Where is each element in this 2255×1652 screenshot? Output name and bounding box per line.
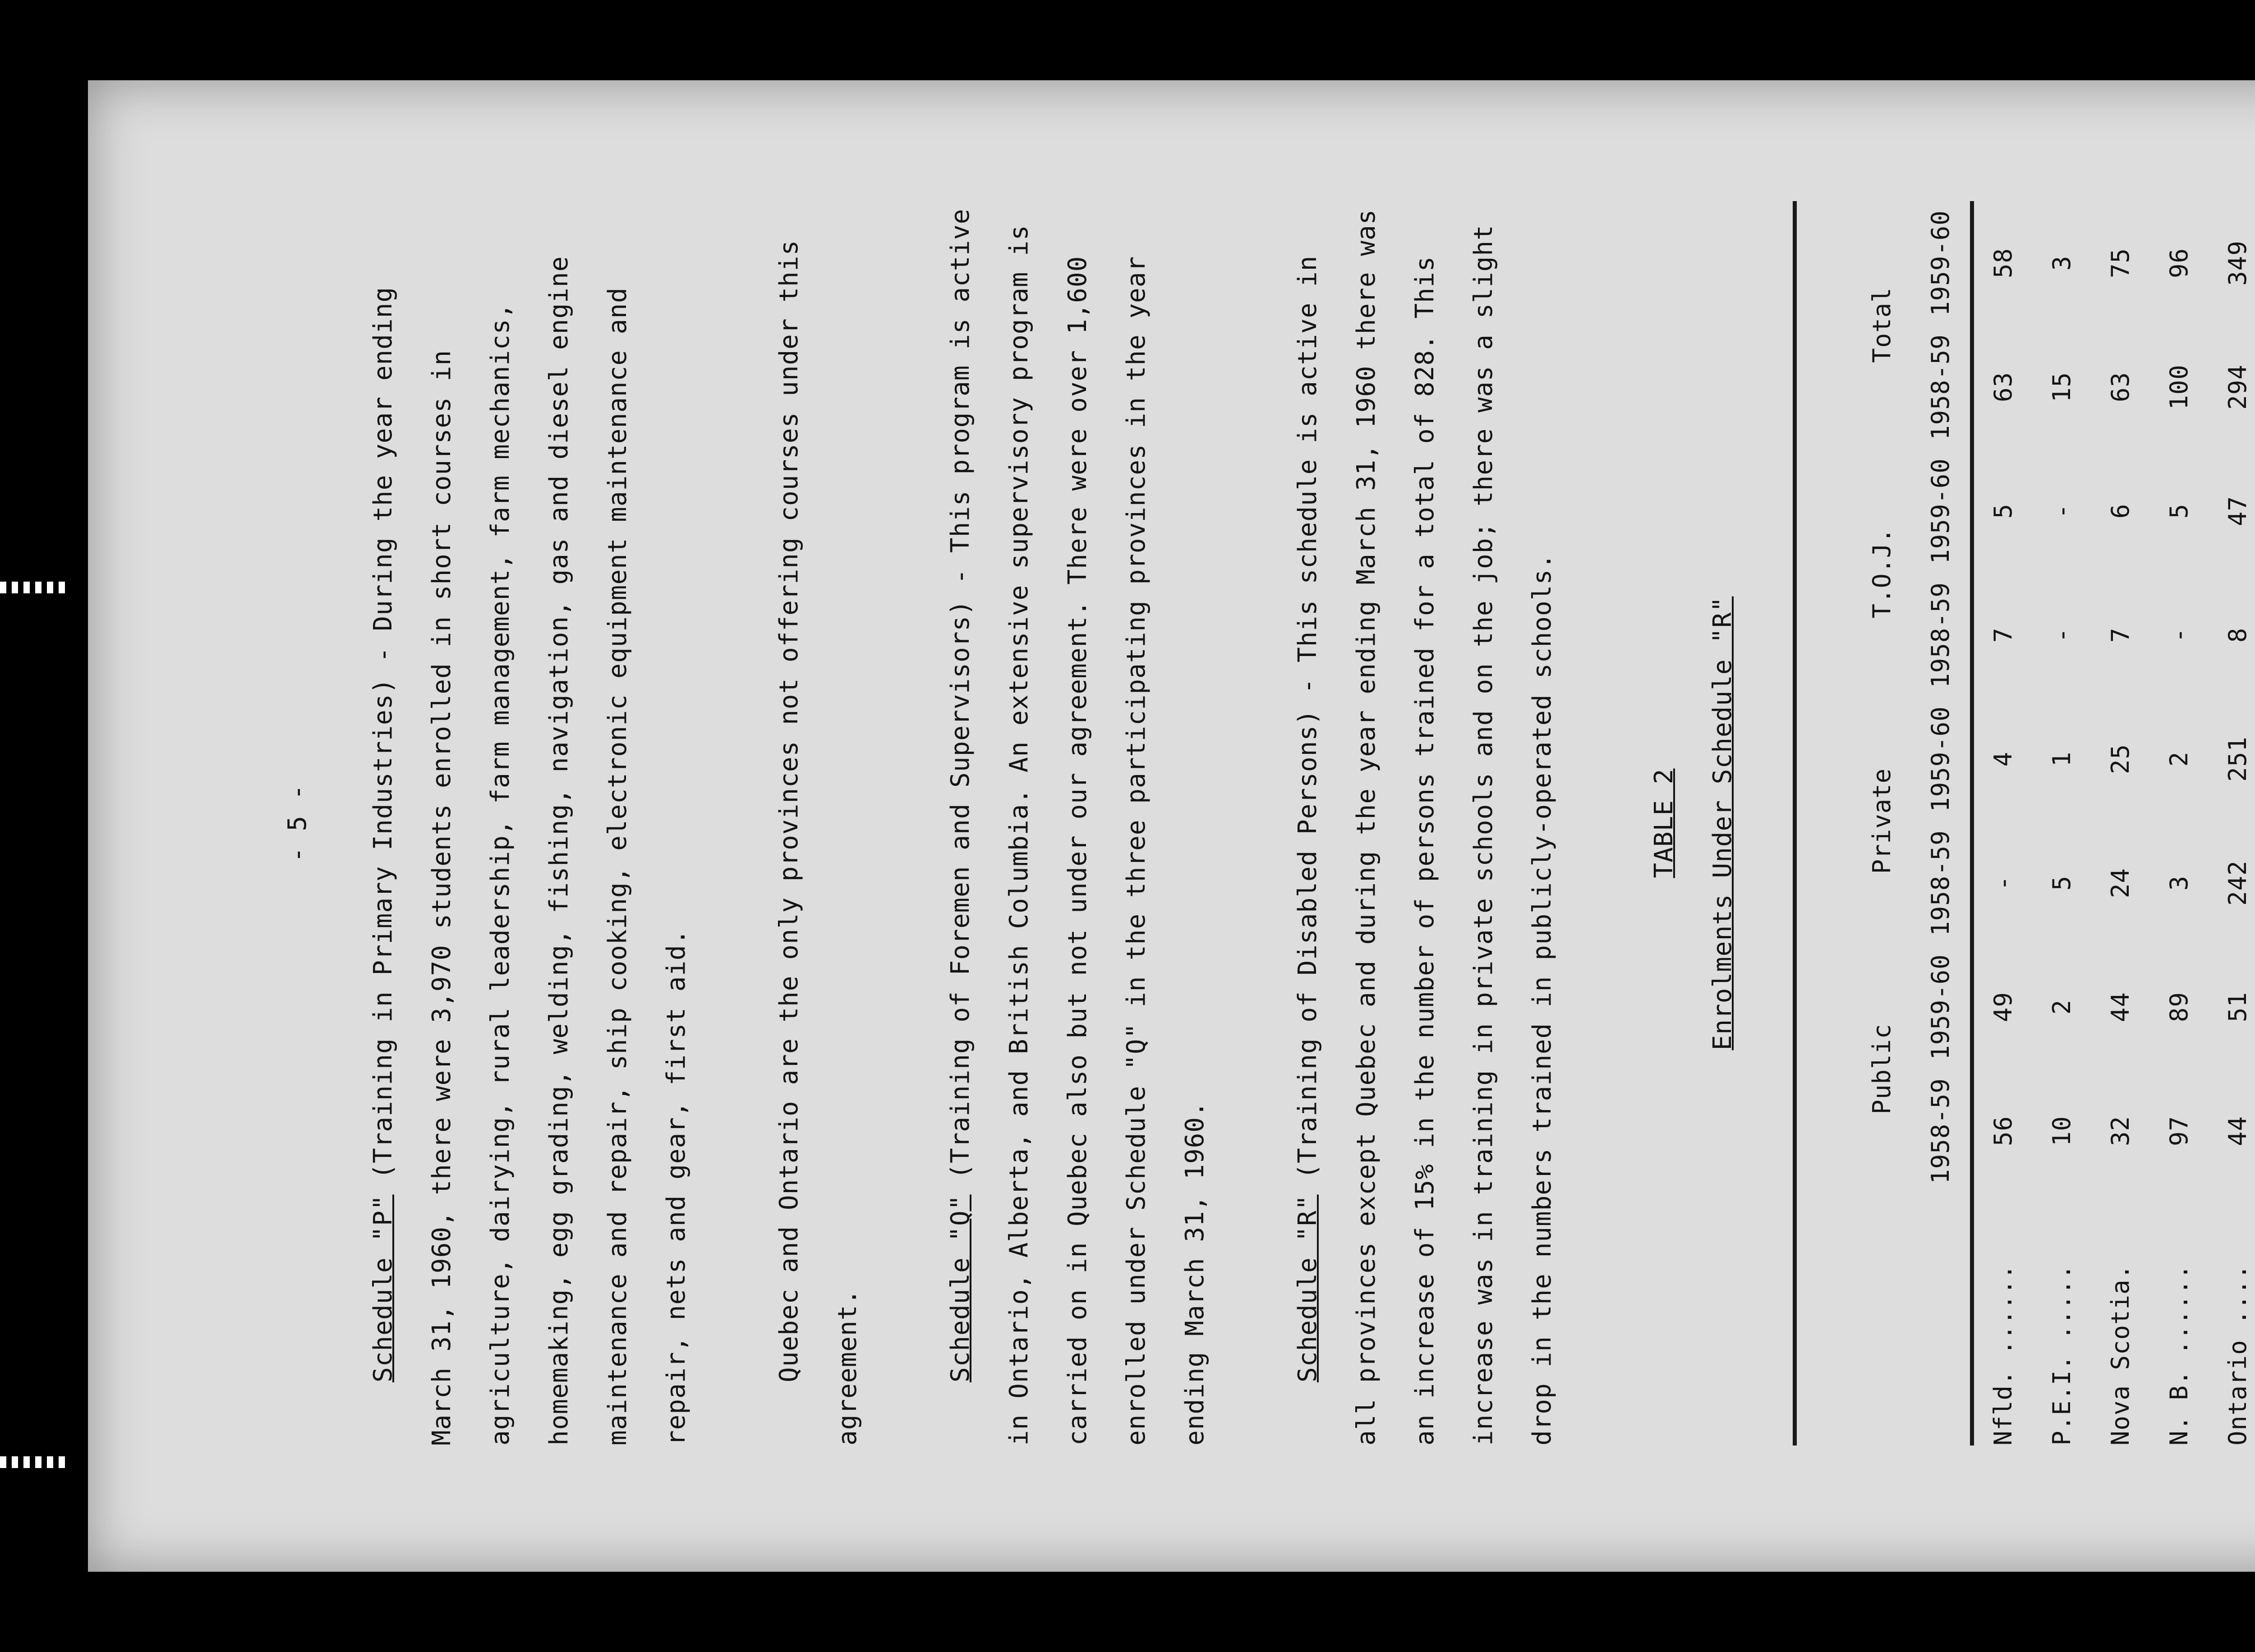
province-name: Nova Scotia.: [2106, 1264, 2135, 1446]
film-edge-mark-left-upper: [0, 582, 68, 593]
table-year-header: [1911, 201, 1972, 1446]
table-cell: 32: [2106, 1115, 2135, 1147]
table-body: [1972, 201, 2255, 1446]
table-cell: 6: [2106, 503, 2135, 519]
table-cell: 1: [2048, 751, 2076, 767]
table-row: [2091, 201, 2150, 1446]
enrolment-table-block: [1635, 201, 2255, 1446]
year-header: 1958-59: [1911, 573, 1972, 697]
table-cell: 7: [1989, 627, 2017, 643]
schedule-r-text: (Training of Disabled Persons) - This schedule is active in all provinces except Quebec and during the year ending March 31, 1960 there was an increase of 15% in the number of persons trained for a total of 828. This increase was in training in private schools and on the job; there was a slight drop in the numbers trained in publicly-operated schools.: [1293, 209, 1557, 1446]
paragraph-schedule-q: [931, 201, 1224, 1446]
table-cell: 8: [2223, 627, 2252, 643]
table-cell: 89: [2165, 991, 2193, 1023]
table-cell: 2: [2165, 751, 2193, 767]
table-top-rule: [1795, 201, 1853, 1446]
table-title: TABLE 2: [1649, 768, 1679, 878]
table-cell: 63: [2106, 372, 2135, 403]
group-header-toj: T.O.J.: [1868, 528, 1896, 619]
paragraph-schedule-r: [1279, 201, 1572, 1446]
table-row: [2209, 201, 2255, 1446]
film-edge-mark-left-lower: [0, 1456, 68, 1468]
table-cell: 349: [2223, 240, 2252, 286]
table-cell: 15: [2048, 372, 2076, 403]
table-cell: 4: [1989, 751, 2017, 767]
schedule-p-heading: Schedule "P": [368, 1194, 398, 1382]
table-cell: 25: [2106, 743, 2135, 775]
paragraph-schedule-p: [354, 201, 706, 1446]
table-cell: 24: [2106, 867, 2135, 899]
table-cell: 56: [1989, 1115, 2017, 1147]
schedule-p-text: (Training in Primary Industries) - During the year ending March 31, 1960, there were 3,970 students enrolled in short courses in agriculture, dairying, rural leadership, farm management, farm mechanics, homemaking, egg grading, welding, fishing, navigation, gas and diesel engine maintenance and repair, ship cooking, electronic equipment maintenance and repair, nets and gear, first aid.: [368, 256, 691, 1446]
table-cell: 44: [2223, 1115, 2252, 1147]
table-cell: -: [2048, 503, 2076, 519]
page-number: - 5 -: [283, 784, 312, 863]
year-header: 1958-59: [1911, 1069, 1972, 1193]
table-cell: 3: [2165, 875, 2193, 891]
province-name: P.E.I. .....: [2048, 1264, 2076, 1446]
table-cell: 10: [2048, 1115, 2076, 1147]
schedule-q-text: (Training of Foremen and Supervisors) - This program is active in Ontario, Alberta, and British Columbia. An extensive supervisory program is carried on in Quebec also but not under our agreement. There were over 1,600 enrolled under Schedule "Q" in the three participating provinces in the year ending March 31, 1960.: [946, 208, 1210, 1446]
year-header: 1959-60: [1911, 945, 1972, 1069]
table-cell: -: [2165, 627, 2193, 643]
page-body: [268, 201, 2255, 1446]
year-header: 1959-60: [1911, 449, 1972, 573]
rotated-page-content: [88, 80, 2255, 1572]
table-cell: 75: [2106, 248, 2135, 279]
table-cell: 242: [2223, 860, 2252, 906]
table-cell: -: [2048, 627, 2076, 643]
province-name: N. B. ......: [2165, 1264, 2193, 1446]
enrolment-table: [1793, 201, 2255, 1446]
table-cell: 251: [2223, 736, 2252, 782]
table-cell: 5: [2165, 503, 2193, 519]
table-cell: 294: [2223, 364, 2252, 410]
schedule-r-heading: Schedule "R": [1293, 1194, 1322, 1382]
table-row: [1972, 201, 2033, 1446]
table-row: [2150, 201, 2209, 1446]
table-cell: 5: [1989, 503, 2017, 519]
group-header-total: Total: [1868, 287, 1896, 363]
table-cell: 58: [1989, 248, 2017, 279]
table-cell: 51: [2223, 991, 2252, 1023]
table-cell: 5: [2048, 875, 2076, 891]
group-header-public: Public: [1868, 1023, 1896, 1115]
year-header: 1958-59: [1911, 821, 1972, 945]
table-cell: 63: [1989, 372, 2017, 403]
year-header: 1958-59: [1911, 325, 1972, 449]
table-group-header: [1853, 201, 1911, 1446]
paragraph-quebec-ontario: Quebec and Ontario are the only provinces not offering courses under this agreement.: [774, 239, 862, 1446]
year-header: 1959-60: [1911, 201, 1972, 325]
table-row: [2033, 201, 2091, 1446]
table-cell: 7: [2106, 627, 2135, 643]
document-page: [88, 80, 2255, 1572]
table-cell: 3: [2048, 255, 2076, 271]
province-name: Ontario ....: [2223, 1264, 2252, 1446]
group-header-private: Private: [1868, 768, 1896, 874]
table-cell: 2: [2048, 999, 2076, 1015]
table-cell: 47: [2223, 496, 2252, 527]
table-cell: 44: [2106, 991, 2135, 1023]
table-cell: 97: [2165, 1115, 2193, 1147]
table-cell: 49: [1989, 991, 2017, 1023]
table-cell: 100: [2165, 364, 2193, 410]
year-header: 1959-60: [1911, 697, 1972, 821]
schedule-q-heading: Schedule "Q": [946, 1194, 975, 1382]
table-cell: -: [1989, 875, 2017, 891]
table-cell: 96: [2165, 248, 2193, 279]
province-name: Nfld. ......: [1989, 1264, 2017, 1446]
table-subtitle: Enrolments Under Schedule "R": [1708, 596, 1737, 1051]
